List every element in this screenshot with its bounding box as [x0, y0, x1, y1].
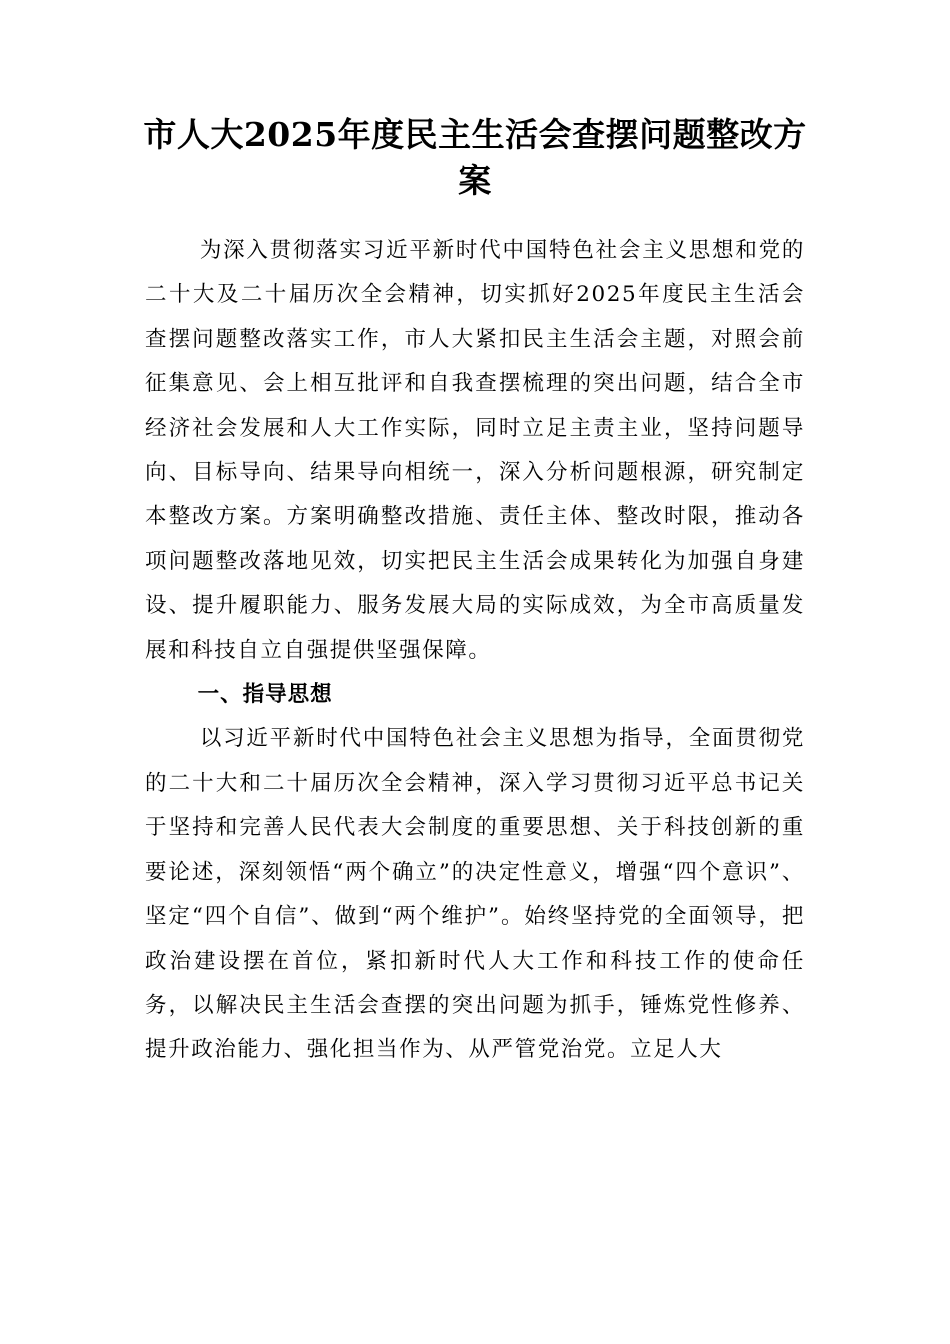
document-body	[145, 229, 805, 1073]
section-paragraph-guiding-ideology: 以习近平新时代中国特色社会主义思想为指导，全面贯彻党的二十大和二十届历次全会精神，深入学习贯彻习近平总书记关于坚持和完善人民代表大会制度的重要思想、关于科技创新的重要论述，深刻领悟“两个确立”的决定性意义，增强“四个意识”、坚定“四个自信”、做到“两个维护”。始终坚持党的全面领导，把政治建设摆在首位，紧扣新时代人大工作和科技工作的使命任务，以解决民主生活会查摆的突出问题为抓手，锤炼党性修养、提升政治能力、强化担当作为、从严管党治党。立足人大	[145, 726, 805, 1063]
section-heading-guiding-ideology: 一、指导思想	[197, 682, 333, 708]
document-title: 市人大2025年度民主生活会查摆问题整改方案	[143, 115, 807, 200]
intro-paragraph: 为深入贯彻落实习近平新时代中国特色社会主义思想和党的二十大及二十届历次全会精神，切实抓好2025年度民主生活会查摆问题整改落实工作，市人大紧扣民主生活会主题，对照会前征集意见、会上相互批评和自我查摆梳理的突出问题，结合全市经济社会发展和人大工作实际，同时立足主责主业，坚持问题导向、目标导向、结果导向相统一，深入分析问题根源，研究制定本整改方案。方案明确整改措施、责任主体、整改时限，推动各项问题整改落地见效，切实把民主生活会成果转化为加强自身建设、提升履职能力、服务发展大局的实际成效，为全市高质量发展和科技自立自强提供坚强保障。	[145, 238, 805, 663]
